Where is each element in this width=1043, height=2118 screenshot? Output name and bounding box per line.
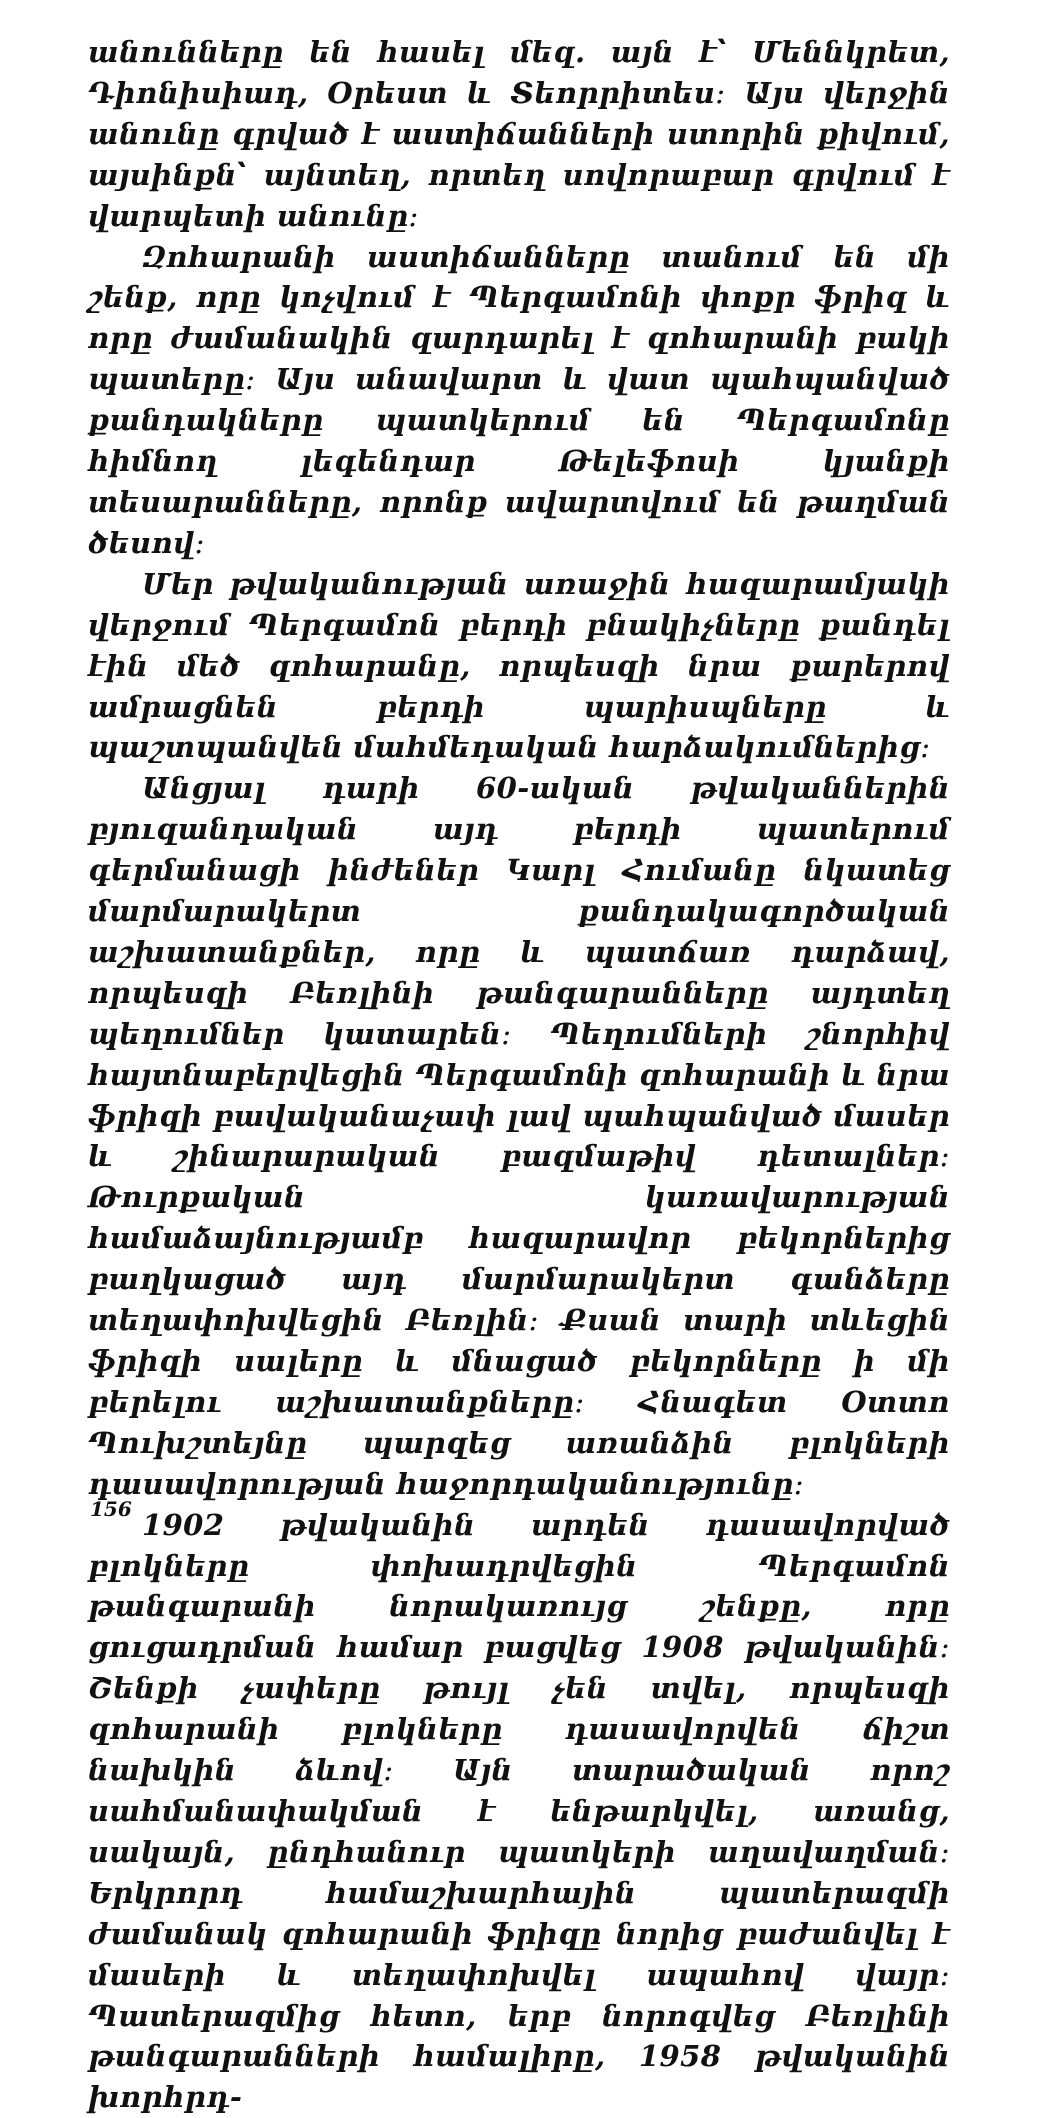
paragraph-continuation: անունները են հասել մեզ. այն է՝ Մեննկրետ, Դիոնիսիադ, Օրեստ և Տեորրիտես։ Այս վերջին անունը գրված է աստիճանների ստորին քիվում, այսինքն՝ այնտեղ, որտեղ սովորաբար գրվում է վարպետի անունը։	[88, 35, 950, 233]
body-text	[88, 32, 950, 2118]
paragraph: Անցյալ դարի 60-ական թվականներին բյուզանդական այդ բերդի պատերում գերմանացի ինժեներ Կարլ Հումանը նկատեց մարմարակերտ քանդակագործական աշխատանքներ, որը և պատճառ դարձավ, որպեսզի Բեռլինի թանգարանները այդտեղ պեղումներ կատարեն։ Պեղումների շնորհիվ հայտնաբերվեցին Պերգամոնի զոհարանի և նրա ֆրիզի բավականաչափ լավ պահպանված մասեր և շինարարական բազմաթիվ դետալներ։ Թուրքական կառավարության համաձայնությամբ հազարավոր բեկորներից բաղկացած այդ մարմարակերտ գանձերը տեղափոխվեցին Բեռլին։ Քսան տարի տևեցին ֆրիզի սալերը և մնացած բեկորները ի մի բերելու աշխատանքները։ Հնագետ Օտտո Պուխշտեյնը պարզեց առանձին բլոկների դասավորության հաջորդականությունը։	[88, 771, 950, 1501]
paragraph: 1902 թվականին արդեն դասավորված բլոկները փոխադրվեցին Պերգամոն թանգարանի նորակառույց շենքը, որը ցուցադրման համար բացվեց 1908 թվականին։ Շենքի չափերը թույլ չեն տվել, որպեսզի զոհարանի բլոկները դասավորվեն ճիշտ նախկին ձևով։ Այն տարածական որոշ սահմանափակման է ենթարկվել, առանց, սակայն, ընդհանուր պատկերի աղավաղման։ Երկրորդ համաշխարհային պատերազմի ժամանակ զոհարանի ֆրիզը նորից բաժանվել է մասերի և տեղափոխվել ապահով վայր։ Պատերազմից հետո, երբ նորոգվեց Բեռլինի թանգարանների համալիրը, 1958 թվականին խորհրդ-	[88, 1507, 950, 2115]
page-number: 156	[90, 1497, 132, 1521]
paragraph: Մեր թվականության առաջին հազարամյակի վերջում Պերգամոն բերդի բնակիչները քանդել էին մեծ զոհարանը, որպեսզի նրա քարերով ամրացնեն բերդի պարիսպները և պաշտպանվեն մահմեդական հարձակումներից։	[88, 566, 950, 765]
paragraph: Զոհարանի աստիճանները տանում են մի շենք, որը կոչվում է Պերգամոնի փոքր ֆրիզ և որը ժամանակին զարդարել է զոհարանի բակի պատերը։ Այս անավարտ և վատ պահպանված քանդակները պատկերում են Պերգամոնը հիմնող լեգենդար Թելեֆոսի կյանքի տեսարանները, որոնք ավարտվում են թաղման ծեսով։	[88, 239, 950, 560]
